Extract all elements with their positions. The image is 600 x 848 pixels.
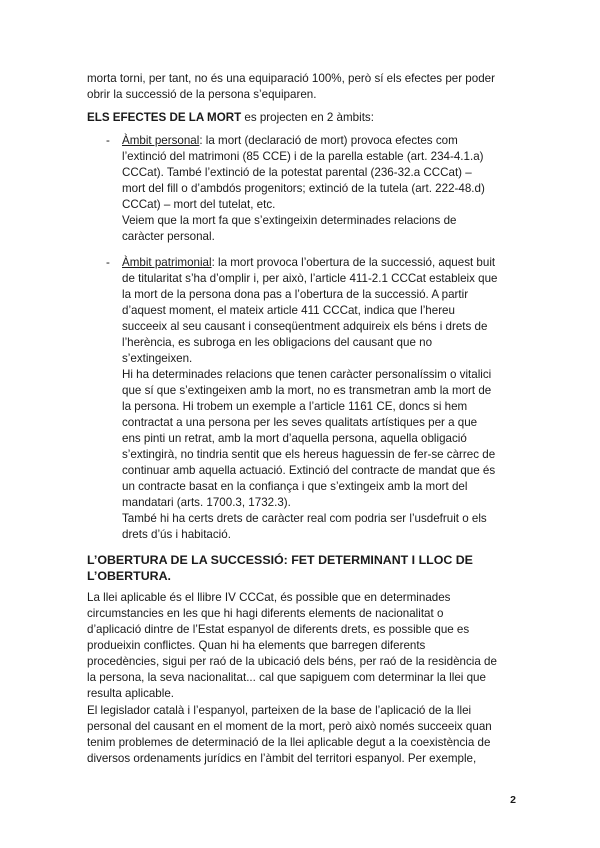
text-line: morta torni, per tant, no és una equiparació 100%, però sí els efectes per poder (87, 72, 495, 85)
text-line: que sí que s’extingeixen amb la mort, no es transmetran amb la mort de (122, 384, 492, 397)
text-line: La llei aplicable és el llibre IV CCCat, és possible que en determinades (87, 591, 451, 604)
section-heading-line: L’OBERTURA DE LA SUCCESSIÓ: FET DETERMINANT I LLOC DE (87, 553, 473, 567)
text-line: la mort de la persona dona pas a l’obertura de la successió. A partir (122, 288, 469, 301)
bullet-label-patrimonial: Àmbit patrimonial (122, 256, 212, 269)
text-line: caràcter personal. (122, 230, 215, 243)
text-line: tenim problemes de determinació de la llei aplicable degut a la coexistència de (87, 736, 491, 749)
text-line: succeeix al seu causant i conseqüentment adquireix els béns i drets de (122, 320, 488, 333)
text-line: l’herència, es subroga en les obligacions del causant que no (122, 336, 433, 349)
text-line: També hi ha certs drets de caràcter real com podria ser l’usdefruit o els (122, 512, 487, 525)
text-line: la persona, la seva nacionalitat... cal que sapiguem com determinar la llei que (87, 671, 486, 684)
text-line: mort del fill o d’ambdós progenitors; extinció de la tutela (art. 222-48.d) (122, 182, 485, 195)
bullet-label-personal: Àmbit personal (122, 134, 200, 147)
effects-heading (87, 110, 517, 126)
bullet-dash: - (106, 256, 110, 269)
text-line: s’extingeixen. (122, 352, 193, 365)
text-line: CCCat). També l’extinció de la potestat parental (236-32.a CCCat) – (122, 166, 472, 179)
intro-paragraph (87, 71, 517, 103)
text-line: continuar amb aquella actuació. Extinció del contracte de mandat que és (122, 464, 496, 477)
text-line: Hi ha determinades relacions que tenen caràcter personalíssim o vitalici (122, 368, 492, 381)
text-line: diversos ordenaments jurídics en l’àmbit del territori espanyol. Per exemple, (87, 752, 477, 765)
text-line: d’aquest moment, el mateix article 411 CCCat, indica que l’hereu (122, 304, 455, 317)
text-line: mandatari (arts. 1700.3, 1732.3). (122, 496, 291, 509)
text-line: resulta aplicable. (87, 687, 175, 700)
text-line: de titularitat s’ha d’omplir i, per això, l’article 411-2.1 CCCat estableix que (122, 272, 498, 285)
text-line: : la mort (declaració de mort) provoca efectes com (199, 134, 458, 147)
text-line: s’extingirà, no tindria sentit que els hereus haguessin de fer-se càrrec de (122, 448, 496, 461)
text-line: Veiem que la mort fa que s’extingeixin determinades relacions de (122, 214, 457, 227)
text-line: obrir la successió de la persona s’equiparen. (87, 88, 317, 101)
bullet-personal (122, 133, 517, 245)
text-line: procedències, sigui per raó de la ubicació dels béns, per raó de la residència de (87, 655, 497, 668)
text-line: produeixin conflictes. Quan hi ha elements que barregen diferents (87, 639, 426, 652)
bullet-dash: - (106, 134, 110, 147)
text-line: d’aplicació dintre de l’Estat espanyol de diferents drets, es possible que es (87, 623, 470, 636)
text-line: la persona. Hi trobem un exemple a l’article 1161 CE, doncs si hem (122, 400, 468, 413)
bullet-patrimonial (122, 255, 517, 543)
text-line: contractat a una persona per les seves qualitats artístiques per a que (122, 416, 478, 429)
effects-heading-bold: ELS EFECTES DE LA MORT (87, 111, 242, 124)
text-line: El legislador català i l’espanyol, parteixen de la base de l’aplicació de la llei (87, 704, 472, 717)
section-heading-line: L’OBERTURA. (87, 569, 171, 583)
text-line: : la mort provoca l’obertura de la successió, aquest buit (211, 256, 496, 269)
text-line: ens pinti un retrat, amb la mort d’aquella persona, aquella obligació (122, 432, 467, 445)
paragraph-legislator (87, 703, 517, 767)
paragraph-applicable-law (87, 590, 517, 702)
text-line: personal del causant en el moment de la mort, però això només succeeix quan (87, 720, 492, 733)
effects-heading-rest: es projecten en 2 àmbits: (241, 111, 374, 124)
text-line: drets d’ús i habitació. (122, 528, 231, 541)
text-line: CCCat) – mort del tutelat, etc. (122, 198, 276, 211)
text-line: circumstancies en les que hi hagi diferents elements de nacionalitat o (87, 607, 444, 620)
text-line: l’extinció del matrimoni (85 CCE) i de la parella estable (art. 234-4.1.a) (122, 150, 484, 163)
section-heading (87, 552, 517, 584)
page-number: 2 (510, 794, 516, 806)
text-line: un contracte basat en la confiança i que s’extingeix amb la mort del (122, 480, 468, 493)
